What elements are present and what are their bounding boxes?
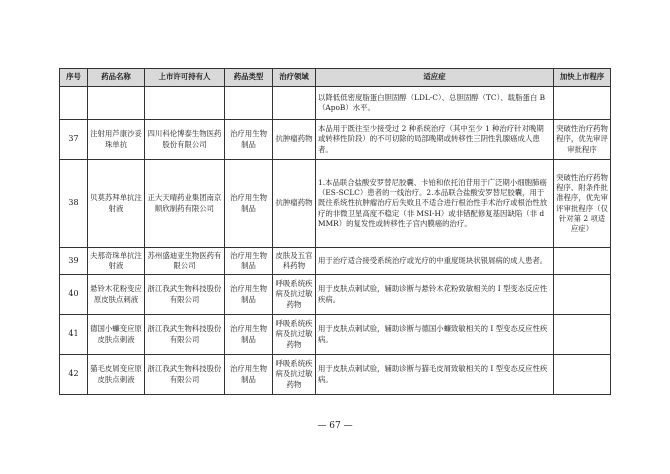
drug-name: 悬铃木花粉变应原皮肤点刺液	[88, 275, 145, 315]
license-holder: 四川科伦博泰生物医药股份有限公司	[145, 120, 225, 160]
drug-type: 治疗用生物制品	[225, 355, 273, 395]
drug-type: 治疗用生物制品	[225, 120, 273, 160]
indication: 用于皮肤点刺试验，辅助诊断与悬铃木花粉致敏相关的 I 型变态反应性疾病。	[316, 275, 554, 315]
row-number: 41	[60, 315, 88, 355]
header-drug-type: 药品类型	[225, 69, 273, 87]
license-holder: 浙江我武生物科技股份有限公司	[145, 315, 225, 355]
table-header-row	[60, 69, 611, 87]
table-row	[60, 120, 611, 160]
row-number: 37	[60, 120, 88, 160]
indication: 1.本品联合盐酸安罗替尼胶囊、卡铂和依托泊苷用于广泛期小细胞肺癌（ES-SCLC）患者的一线治疗。2.本品联合盐酸安罗替尼胶囊，用于既往系统性抗肿瘤治疗后失败且不适合进行根治性手术治疗或根治性放疗的非微卫星高度不稳定（非 MSI-H）或非错配修复基因缺陷（非 dMMR）的复发性或转移性子宫内膜癌的治疗。	[316, 160, 554, 248]
accelerated-program	[554, 275, 611, 315]
therapeutic-area: 抗肿瘤药物	[273, 160, 316, 248]
drug-type: 治疗用生物制品	[225, 275, 273, 315]
row-number: 40	[60, 275, 88, 315]
accelerated-program	[554, 248, 611, 275]
drug-type: 治疗用生物制品	[225, 315, 273, 355]
therapeutic-area: 皮肤及五官科药物	[273, 248, 316, 275]
drug-type: 治疗用生物制品	[225, 160, 273, 248]
indication: 本品用于既往至少接受过 2 种系统治疗（其中至少 1 种治疗针对晚期或转移性阶段）的不可切除的局部晚期或转移性三阴性乳腺癌成人患者。	[316, 120, 554, 160]
drug-name: 德国小蠊变应原皮肤点刺液	[88, 315, 145, 355]
row-number: 38	[60, 160, 88, 248]
indication: 用于皮肤点刺试验，辅助诊断与猫毛皮屑致敏相关的 I 型变态反应性疾病。	[316, 355, 554, 395]
indication: 用于治疗适合接受系统治疗或光疗的中重度斑块状银屑病的成人患者。	[316, 248, 554, 275]
license-holder: 正大天晴药业集团南京顺欣制药有限公司	[145, 160, 225, 248]
drug-type: 治疗用生物制品	[225, 248, 273, 275]
header-serial: 序号	[60, 69, 88, 87]
therapeutic-area: 呼吸系统疾病及抗过敏药物	[273, 275, 316, 315]
page-number: — 67 —	[317, 421, 353, 431]
drug-name: 猫毛皮屑变应原皮肤点刺液	[88, 355, 145, 395]
accelerated-program: 突破性治疗药物程序、附条件批准程序，优先审评审批程序（仅针对第 2 项适应症）	[554, 160, 611, 248]
table-row	[60, 160, 611, 248]
therapeutic-area: 呼吸系统疾病及抗过敏药物	[273, 315, 316, 355]
license-holder: 苏州盛迪亚生物医药有限公司	[145, 248, 225, 275]
therapeutic-area: 抗肿瘤药物	[273, 120, 316, 160]
license-holder: 浙江我武生物科技股份有限公司	[145, 355, 225, 395]
accelerated-program	[554, 355, 611, 395]
header-accelerated-program: 加快上市程序	[554, 69, 611, 87]
table-row-continuation	[60, 87, 611, 120]
table-row	[60, 315, 611, 355]
continuation-indication: 以降低低密度脂蛋白胆固醇（LDL-C）、总胆固醇（TC）、载脂蛋白 B（ApoB）水平。	[316, 87, 554, 120]
header-indication: 适应症	[316, 69, 554, 87]
table-row	[60, 248, 611, 275]
table-row	[60, 275, 611, 315]
therapeutic-area: 呼吸系统疾病及抗过敏药物	[273, 355, 316, 395]
header-therapeutic-area: 治疗领域	[273, 69, 316, 87]
drug-name: 注射用芦康沙妥珠单抗	[88, 120, 145, 160]
accelerated-program	[554, 315, 611, 355]
license-holder: 浙江我武生物科技股份有限公司	[145, 275, 225, 315]
drug-approval-table	[59, 68, 611, 395]
accelerated-program: 突破性治疗药物程序，优先审评审批程序	[554, 120, 611, 160]
row-number: 39	[60, 248, 88, 275]
drug-name: 夫那奇珠单抗注射液	[88, 248, 145, 275]
row-number: 42	[60, 355, 88, 395]
table-row	[60, 355, 611, 395]
indication: 用于皮肤点刺试验，辅助诊断与德国小蠊致敏相关的 I 型变态反应性疾病。	[316, 315, 554, 355]
drug-name: 贝莫苏拜单抗注射液	[88, 160, 145, 248]
header-drug-name: 药品名称	[88, 69, 145, 87]
header-license-holder: 上市许可持有人	[145, 69, 225, 87]
